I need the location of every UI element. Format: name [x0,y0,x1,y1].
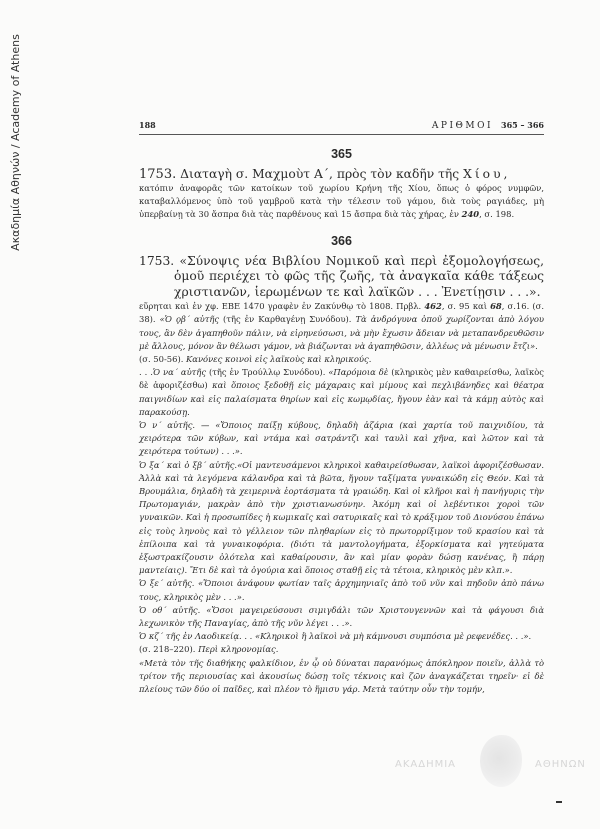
entry-365-body [139,182,544,222]
text-run: 68 [490,301,502,312]
text-run: Κανόνες κοινοὶ εἰς λαϊκοὺς καὶ κληρικούς. [186,353,372,364]
entry-366-body [139,300,544,696]
document-page [139,120,544,696]
entry-366-paragraph [139,577,544,603]
text-run: (κληρικὸς μὲν καθαιρείσθω, λαϊκὸς δὲ ἀφοριζέσθω) [139,367,544,391]
text-run: Περὶ κληρονομίας. [198,644,279,655]
entry-366-paragraph [139,300,544,353]
text-run: «Μετὰ τὸν τῆς διαθήκης φαλκίδιον, ἐν ᾧ οὐ δύναται παρανόμως ἀπόκληρον ποιεῖν, ἀλλὰ τὸ τρίτον τῆς περιουσίας καὶ ἀκουσίως δώσῃ τοῖς τέκνοις καὶ ζῶν ἀναγκάζεται τηρεῖν· εἰ δὲ πλείους τῶν δύο οἱ παῖδες, καὶ πλέον τὸ ἥμισυ γάρ. Μετὰ ταύτην οὖν τὴν τομήν, [139,657,544,694]
text-run: (τῆς ἐν Καρθαγένῃ Συνόδου). [219,314,356,325]
text-run: καὶ ὅποιος ξεδοθῇ εἰς μάχαραις καὶ μίμους καὶ πεχλιβάνηδες καὶ θέατρα παιγνιδίων καὶ εἰς παλαίσματα θηρίων καὶ εἰς κωμῳδίας, ἤγουν ἐὰν καὶ τὰ κάμῃ αὐτὸς καὶ παρακούσῃ. [139,380,544,417]
text-run: εὕρηται καὶ ἐν χφ. ΕΒΕ 1470 γραφὲν ἐν Ζακύνθῳ τὸ 1808. Πρβλ. [139,301,425,312]
entry-number-365: 365 [331,147,352,161]
text-run: (τῆς ἐν Τρούλλῳ Συνόδου). [206,367,329,378]
text-run: (σ. 50-56). [139,353,187,364]
side-watermark [6,12,24,272]
logo-left-text: ΑΚΑΔΗΜΙΑ [395,759,457,770]
side-watermark-text: Ακαδημία Αθηνών / Academy of Athens [8,33,22,251]
entry-366-paragraph [139,419,544,459]
entry-366-year: 1753. [139,253,175,268]
text-run: Ὁ οθ΄ αὐτῆς. «Ὅσοι μαγειρεύσουσι σιμιγδάλι τῶν Χριστουγεννῶν καὶ τὰ φάγουσι διὰ λεχωνικὸν τῆς Παναγίας, ἀπὸ τῆς νῦν λέγει . . .». [139,604,544,628]
entry-366-paragraph [139,657,544,697]
running-range: 365 – 366 [501,120,544,130]
academy-logo [395,735,586,785]
running-head [139,120,544,135]
entry-366-paragraph [139,353,544,366]
entry-366-heading-text: «Σύνοψις νέα Βιβλίου Νομικοῦ καὶ περὶ ἐξομολογήσεως, ὁμοῦ περιέχει τὸ φῶς τῆς ζωῆς, τὰ ἀναγκαῖα κάθε τάξεως χριστιανῶν, ἱερωμένων τε καὶ λαϊκῶν . . . Ἐνετίῃσιν . . .». [174,253,544,299]
entry-366-paragraph [139,643,544,656]
entry-365-ref: 240 [461,209,480,220]
entry-366-paragraph [139,366,544,419]
entry-365-heading-main: Διαταγὴ σ. Μαχμοὺτ Α΄, πρὸς τὸν καδῆν τῆς [180,167,460,181]
entry-number-366: 366 [331,233,352,248]
entry-366-paragraph [139,459,544,578]
text-run: «Ὁ ϙβ΄ αὐτῆς [159,314,220,325]
entry-365-body-end: , σ. 198. [479,209,515,220]
running-title-text: ΑΡΙΘΜΟΙ [431,121,494,131]
text-run: «Παρόμοια δὲ [328,367,389,378]
entry-366-paragraph [139,630,544,643]
entry-365-heading-place: Χίου, [463,167,511,181]
text-run: Ὁ κζ΄ τῆς ἐν Λαοδικείᾳ. . . «Κληρικοὶ ἢ λαϊκοὶ νὰ μὴ κάμνουσι συμπόσια μὲ ρεφενέδες. . .». [139,631,532,642]
entry-366-paragraph [139,604,544,630]
text-run: . . . [139,367,153,378]
logo-right-text: ΑΘΗΝΩΝ [535,759,586,770]
text-run: 462 [424,301,442,312]
text-run: Ὁ ξα΄ καὶ ὁ ξβ΄ αὐτῆς. [139,459,238,470]
running-title [432,120,544,131]
text-run: Ὁ να΄ αὐτῆς [152,367,207,378]
text-run: Τὰ ἀνδρόγυνα ὁποῦ χωρίζονται ἀπὸ λόγου τους, ἂν δὲν ἀγαπηθοῦν πάλιν, νὰ εἰρηνεύσωσι, νὰ μὴν ἔχωσιν ἄδειαν νὰ μεταπανδρευθῶσιν μὲ ἄλλους, μόνον ἂν θέλωσι γάμον, νὰ βιάζωνται νὰ ἀγαπηθῶσιν, ἀλλέως νὰ μένωσιν ἔτζι». [139,314,544,351]
text-run: «Οἱ μαντευσάμενοι κληρικοὶ καθαιρείσθωσαν, λαϊκοὶ ἀφοριζέσθωσαν. Ἀλλὰ καὶ τὰ λεγόμενα κάλανδρα καὶ τὰ βῶτα, ἤγουν ταξίματα γυναικώδη εἰς Θεόν. Καὶ τὰ Βρουμάλια, δηλαδὴ τὰ χειμερινὰ ἑορτάσματα τὰ γραιώδη. Καὶ οἱ κλῆροι καὶ ἡ πανήγυρις τὴν Πρωτομαγιάν, μακρὰν ἀπὸ τὴν χριστιανωσύνην. Ἀκόμη καὶ οἱ λεβέντικοι χοροὶ τῶν γυναικῶν. Καὶ ἡ προσωπίδες ἡ κωμικαῖς καὶ σατυρικαῖς καὶ τὸ κράξιμον τοῦ Διονύσου ἐπάνω εἰς τοὺς ληνοὺς καὶ τὸ γέλλειον τῶν πληθαρίων εἰς τὸ πρωτορρίξιμον τοῦ κρασίου καὶ τὰ ἐπίλοιπα καὶ τὰ γυναικοφόρια. (διότι τὰ μαντολογήματα, ἐξορκίσματα καὶ γητεύματα ἐξωστρακίζουσιν ὁλότελα καὶ καθαίρουσιν, ἂν καὶ μίαν φορὰν δώσῃ κανένας, ἢ πάρῃ μαντείαις). Ἔτι δὲ καὶ τὰ ὀγούρια καὶ ὅποιος σταθῇ εἰς τὰ τέτοια, κληρικὸς μὲν κλπ.». [139,459,544,576]
text-run: (σ. 218–220). [139,644,199,655]
text-run: Ὁ ν΄ αὐτῆς. — «Ὅποιος παίξῃ κύβους, δηλαδὴ ἀζάρια (καὶ χαρτία τοῦ παιχνιδίου, τὰ χειρότερα τῶν κύβων, καὶ ντάμα καὶ σατράντζι καὶ ταυλὶ καὶ χῆνα, καὶ λῶτον καὶ τὰ χειρότερα τούτων) . . .». [139,419,544,457]
entry-366-heading [139,254,544,301]
page-mark [556,801,562,803]
entry-365-body-text: κατόπιν ἀναφορᾶς τῶν κατοίκων τοῦ χωρίου Κρήνη τῆς Χίου, ὅπως ὁ φόρος νυμφῶν, καταβαλλόμενος ὑπὸ τοῦ γαμβροῦ κατὰ τὴν τέλεσιν τοῦ γάμου, διὰ τοὺς ραγιάδες, μὴ ὑπερβαίνῃ τὰ 30 ἄσπρα διὰ τὰς παρθένους καὶ 15 ἄσπρα διὰ τὰς χήρας, ἐν [139,183,544,220]
text-run: Ὁ ξε΄ αὐτῆς. «Ὅποιοι ἀνάφουν φωτίαν ταῖς ἀρχημηνιαῖς ἀπὸ τοῦ νῦν καὶ πηδοῦν ἀπὸ πάνω τους, κληρικὸς μὲν . . .». [139,578,544,602]
entry-365-heading [139,167,544,182]
page-number: 188 [139,120,156,130]
text-run: , σ. 95 καὶ [441,301,491,312]
entry-365-year: 1753. [139,167,177,182]
athena-head-icon [480,735,522,787]
text-run: , σ.16. (σ. 38). [139,301,544,325]
